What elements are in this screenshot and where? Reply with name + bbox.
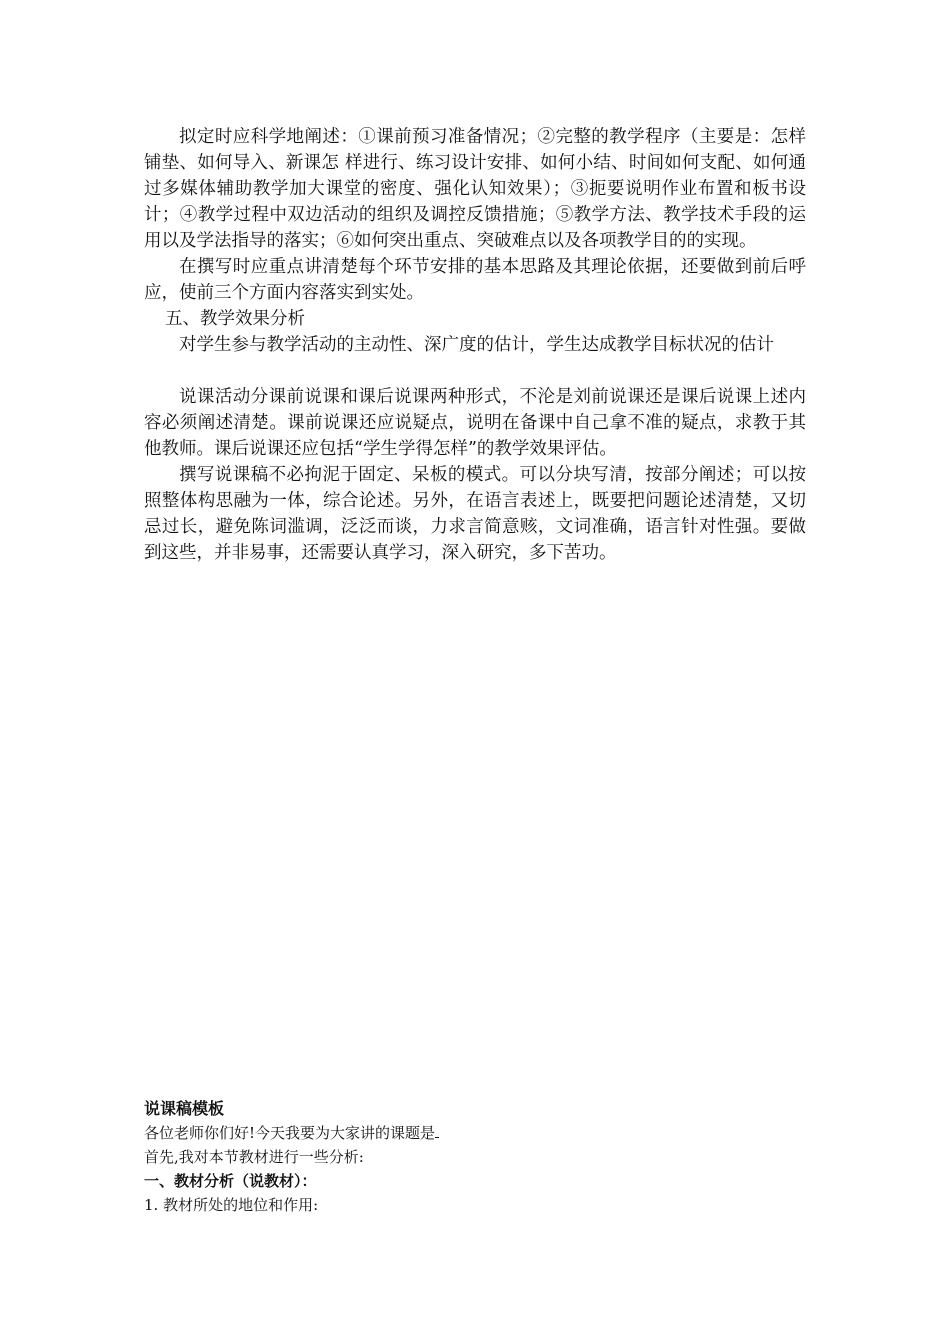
greeting-line <box>144 1121 806 1145</box>
upper-text-block <box>144 124 806 566</box>
heading-teaching-effect: 五、教学效果分析 <box>165 309 305 329</box>
template-section <box>144 1097 806 1217</box>
item-textbook-position: 1. 教材所处的地位和作用: <box>144 1196 319 1214</box>
paragraph-writing-focus: 在撰写时应重点讲清楚每个环节安排的基本思路及其理论依据，还要做到前后呼应，使前三个方面内容落实到实处。 <box>144 257 806 303</box>
intro-line: 首先,我对本节教材进行一些分析: <box>144 1148 364 1166</box>
template-title: 说课稿模板 <box>144 1099 225 1118</box>
paragraph-lecture-forms: 说课活动分课前说课和课后说课两种形式，不沦是刘前说课还是课后说课上述内容必须阐述清楚。课前说课还应说疑点，说明在备课中自己拿不准的疑点，求教于其他教师。课后说课还应包括“学生学得怎样”的教学效果评估。 <box>144 387 806 459</box>
fill-in-blank <box>435 1123 439 1138</box>
blank-line <box>144 358 806 384</box>
greeting-text: 各位老师你们好!今天我要为大家讲的课题是 <box>144 1124 436 1142</box>
section-heading-textbook-analysis: 一、教材分析（说教材）： <box>144 1172 317 1190</box>
paragraph-lesson-procedure: 拟定时应科学地阐述：①课前预习准备情况；②完整的教学程序（主要是：怎样铺垫、如何导入、新课怎 样进行、练习设计安排、如何小结、时间如何支配、如何通过多媒体辅助教学加大课堂的密度、强化认知效果）；③扼要说明作业布置和板书设计；④教学过程中双边活动的组织及调控反馈措施；⑤教学方法、教学技术手段的运用以及学法指导的落实；⑥如何突出重点、突破难点以及各项教学目的的实现。 <box>144 127 806 251</box>
paragraph-writing-style: 撰写说课稿不必拘泥于固定、呆板的模式。可以分块写清，按部分阐述；可以按照整体构思融为一体，综合论述。另外，在语言表述上，既要把问题论述清楚，又切忌过长，避免陈词滥调，泛泛而谈，力求言简意赅，文词准确，语言针对性强。要做到这些，并非易事，还需要认真学习，深入研究，多下苦功。 <box>144 465 806 563</box>
paragraph-effect-estimate: 对学生参与教学活动的主动性、深广度的估计，学生达成教学目标状况的估计 <box>179 335 774 355</box>
